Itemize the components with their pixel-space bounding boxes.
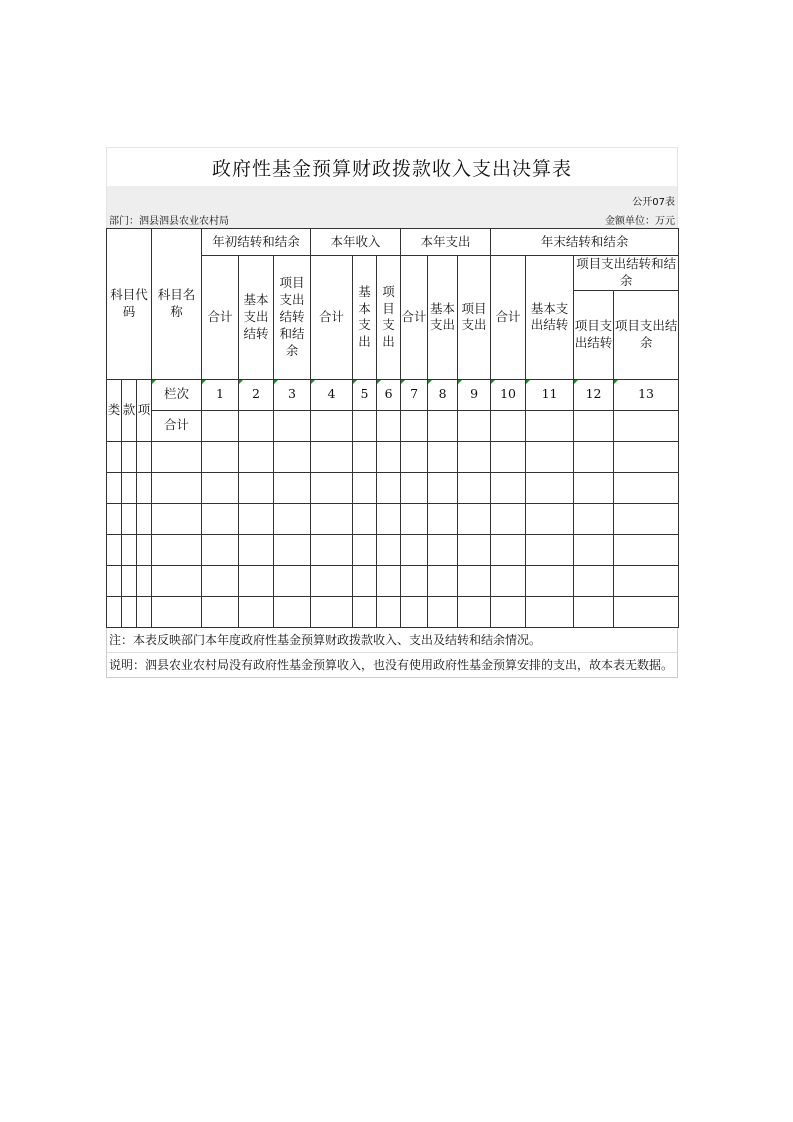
note-line: 注：本表反映部门本年度政府性基金预算财政拨款收入、支出及结转和结余情况。: [109, 633, 542, 648]
report-sheet: [106, 147, 678, 678]
column-number: 1: [202, 379, 239, 410]
column-number: 10: [491, 379, 526, 410]
table-cell: [311, 410, 353, 441]
form-code-row: [106, 186, 678, 208]
income-basic-header: 基本支出: [353, 256, 377, 380]
table-cell: [377, 410, 401, 441]
group-begin-header: 年初结转和结余: [202, 229, 311, 256]
table-cell: [526, 410, 574, 441]
column-number: 5: [353, 379, 377, 410]
lanci-label: 栏次: [152, 379, 202, 410]
subject-name-header: 科目名称: [152, 229, 202, 380]
xiang-label: 项: [137, 379, 152, 441]
table-cell: [428, 410, 458, 441]
notes-block: [106, 628, 678, 678]
table-row: [107, 441, 679, 472]
table-cell: [353, 410, 377, 441]
form-code: 公开07表: [632, 197, 675, 208]
department-row: [106, 208, 678, 228]
table-row: [107, 565, 679, 596]
expense-basic-header: 基本支出: [428, 256, 458, 380]
income-project-header: 项目支出: [377, 256, 401, 380]
begin-project-header: 项目支出结转和结余: [274, 256, 311, 380]
table-cell: [401, 410, 428, 441]
column-number: 7: [401, 379, 428, 410]
report-table: [106, 228, 679, 628]
group-project-end-header: 项目支出结转和结余: [574, 256, 679, 291]
column-number: 8: [428, 379, 458, 410]
begin-total-header: 合计: [202, 256, 239, 380]
column-number: 11: [526, 379, 574, 410]
expense-total-header: 合计: [401, 256, 428, 380]
column-number: 6: [377, 379, 401, 410]
total-row-label: 合计: [152, 410, 202, 441]
table-cell: [239, 410, 274, 441]
group-end-header: 年末结转和结余: [491, 229, 679, 256]
end-project-carry-header: 项目支出结转: [574, 290, 614, 379]
table-cell: [614, 410, 679, 441]
end-project-balance-header: 项目支出结余: [614, 290, 679, 379]
group-income-header: 本年收入: [311, 229, 401, 256]
subject-code-header: 科目代码: [107, 229, 152, 380]
table-cell: [491, 410, 526, 441]
column-number: 12: [574, 379, 614, 410]
table-row: [107, 472, 679, 503]
table-row: [107, 534, 679, 565]
begin-basic-header: 基本支出结转: [239, 256, 274, 380]
table-cell: [202, 410, 239, 441]
lei-label: 类: [107, 379, 122, 441]
report-title: 政府性基金预算财政拨款收入支出决算表: [106, 147, 678, 186]
table-cell: [574, 410, 614, 441]
end-basic-header: 基本支出结转: [526, 256, 574, 380]
kuan-label: 款: [122, 379, 137, 441]
table-cell: [458, 410, 491, 441]
column-number: 13: [614, 379, 679, 410]
income-total-header: 合计: [311, 256, 353, 380]
column-number: 2: [239, 379, 274, 410]
unit-label: 金额单位：万元: [605, 216, 675, 227]
department-label: 部门：泗县泗县农业农村局: [109, 216, 229, 227]
column-number: 3: [274, 379, 311, 410]
group-expense-header: 本年支出: [401, 229, 491, 256]
column-number: 9: [458, 379, 491, 410]
explanation-line: 说明：泗县农业农村局没有政府性基金预算收入，也没有使用政府性基金预算安排的支出，故本表无数据。: [107, 652, 677, 677]
table-row: [107, 503, 679, 534]
column-number: 4: [311, 379, 353, 410]
end-total-header: 合计: [491, 256, 526, 380]
table-cell: [274, 410, 311, 441]
table-row: [107, 596, 679, 627]
expense-project-header: 项目支出: [458, 256, 491, 380]
